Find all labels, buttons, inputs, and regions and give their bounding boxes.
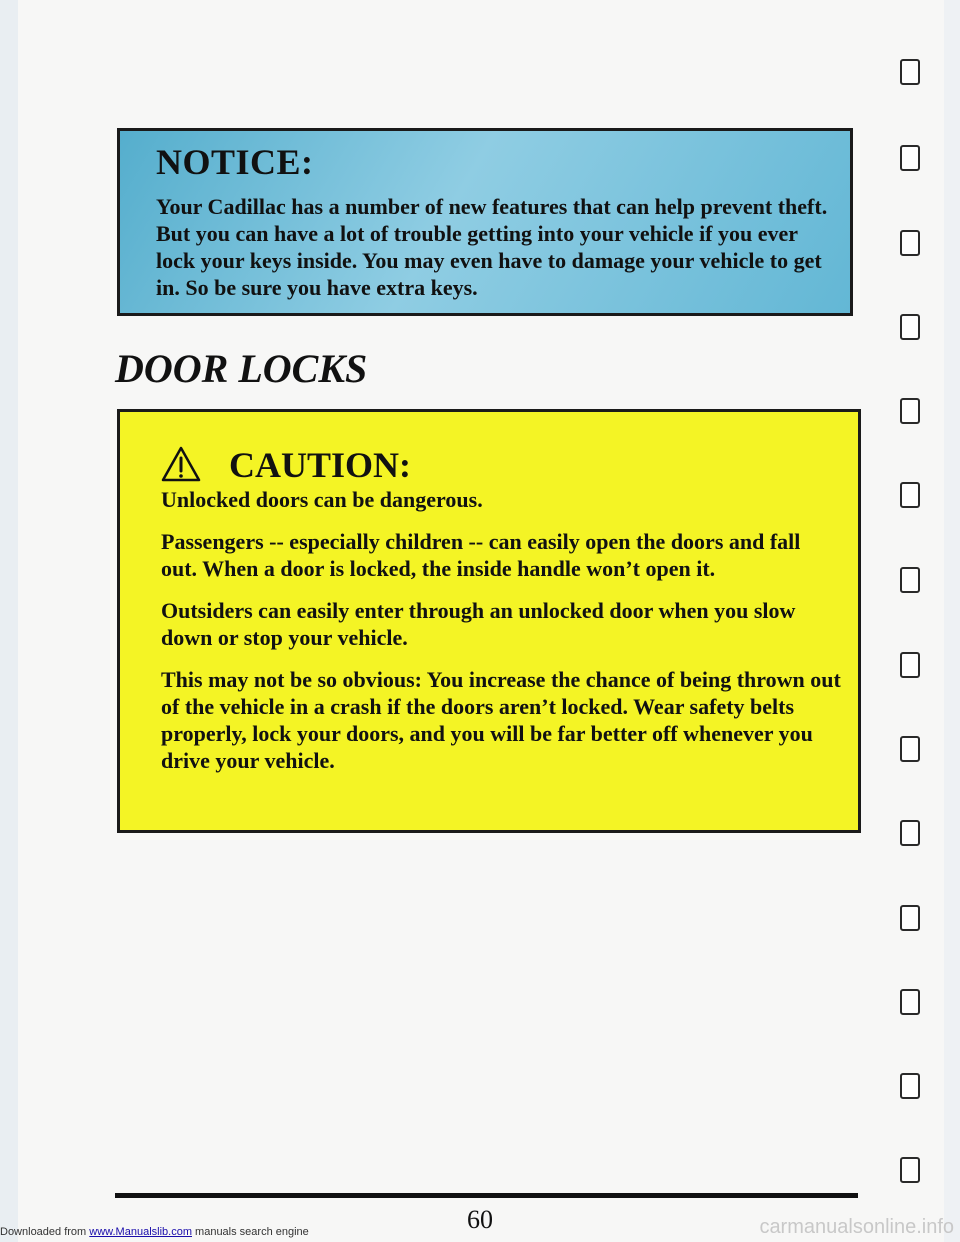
caution-body [161,486,841,789]
warning-triangle-icon [161,446,201,482]
section-tab-marker [900,652,920,678]
section-tab-marker [900,567,920,593]
page-number: 60 [467,1205,493,1234]
left-margin-strip [0,0,18,1242]
section-title: DOOR LOCKS [115,346,368,391]
section-tab-marker [900,736,920,762]
notice-text: Your Cadillac has a number of new features that can help prevent theft. But you can have a lot of trouble getting into your vehicle if you ever lock your keys inside. You may even have to damage your vehicle to get in. So be sure you have extra keys. [156,194,828,300]
section-tab-marker [900,1157,920,1183]
section-tab-marker [900,59,920,85]
right-margin-strip [944,0,960,1242]
download-suffix: manuals search engine [191,1226,309,1238]
section-tab-marker [900,1073,920,1099]
watermark-text: carmanualsonline.info [759,1216,954,1238]
section-tab-marker [900,314,920,340]
download-credit [0,1226,309,1238]
notice-box [117,128,853,316]
download-prefix: Downloaded from [0,1226,90,1238]
footer-rule [115,1193,858,1198]
section-tab-marker [900,145,920,171]
section-tab-marker [900,398,920,424]
caution-paragraph: Passengers -- especially children -- can easily open the doors and fall out. When a door is locked, the inside handle won’t open it. [161,529,801,581]
caution-title: CAUTION: [229,445,412,485]
section-tab-marker [900,905,920,931]
section-tab-marker [900,820,920,846]
caution-paragraph: Unlocked doors can be dangerous. [161,487,483,512]
manualslib-link[interactable]: www.Manualslib.com [89,1226,192,1238]
notice-title: NOTICE: [156,142,314,182]
caution-box [117,409,861,833]
section-tab-marker [900,230,920,256]
section-tab-marker [900,989,920,1015]
section-tab-marker [900,482,920,508]
caution-paragraph: This may not be so obvious: You increase the chance of being thrown out of the vehicle in a crash if the doors aren’t locked. Wear safety belts properly, lock your doors, and you will be far better off whenever you drive your vehicle. [161,667,841,773]
caution-paragraph: Outsiders can easily enter through an unlocked door when you slow down or stop your vehicle. [161,598,796,650]
